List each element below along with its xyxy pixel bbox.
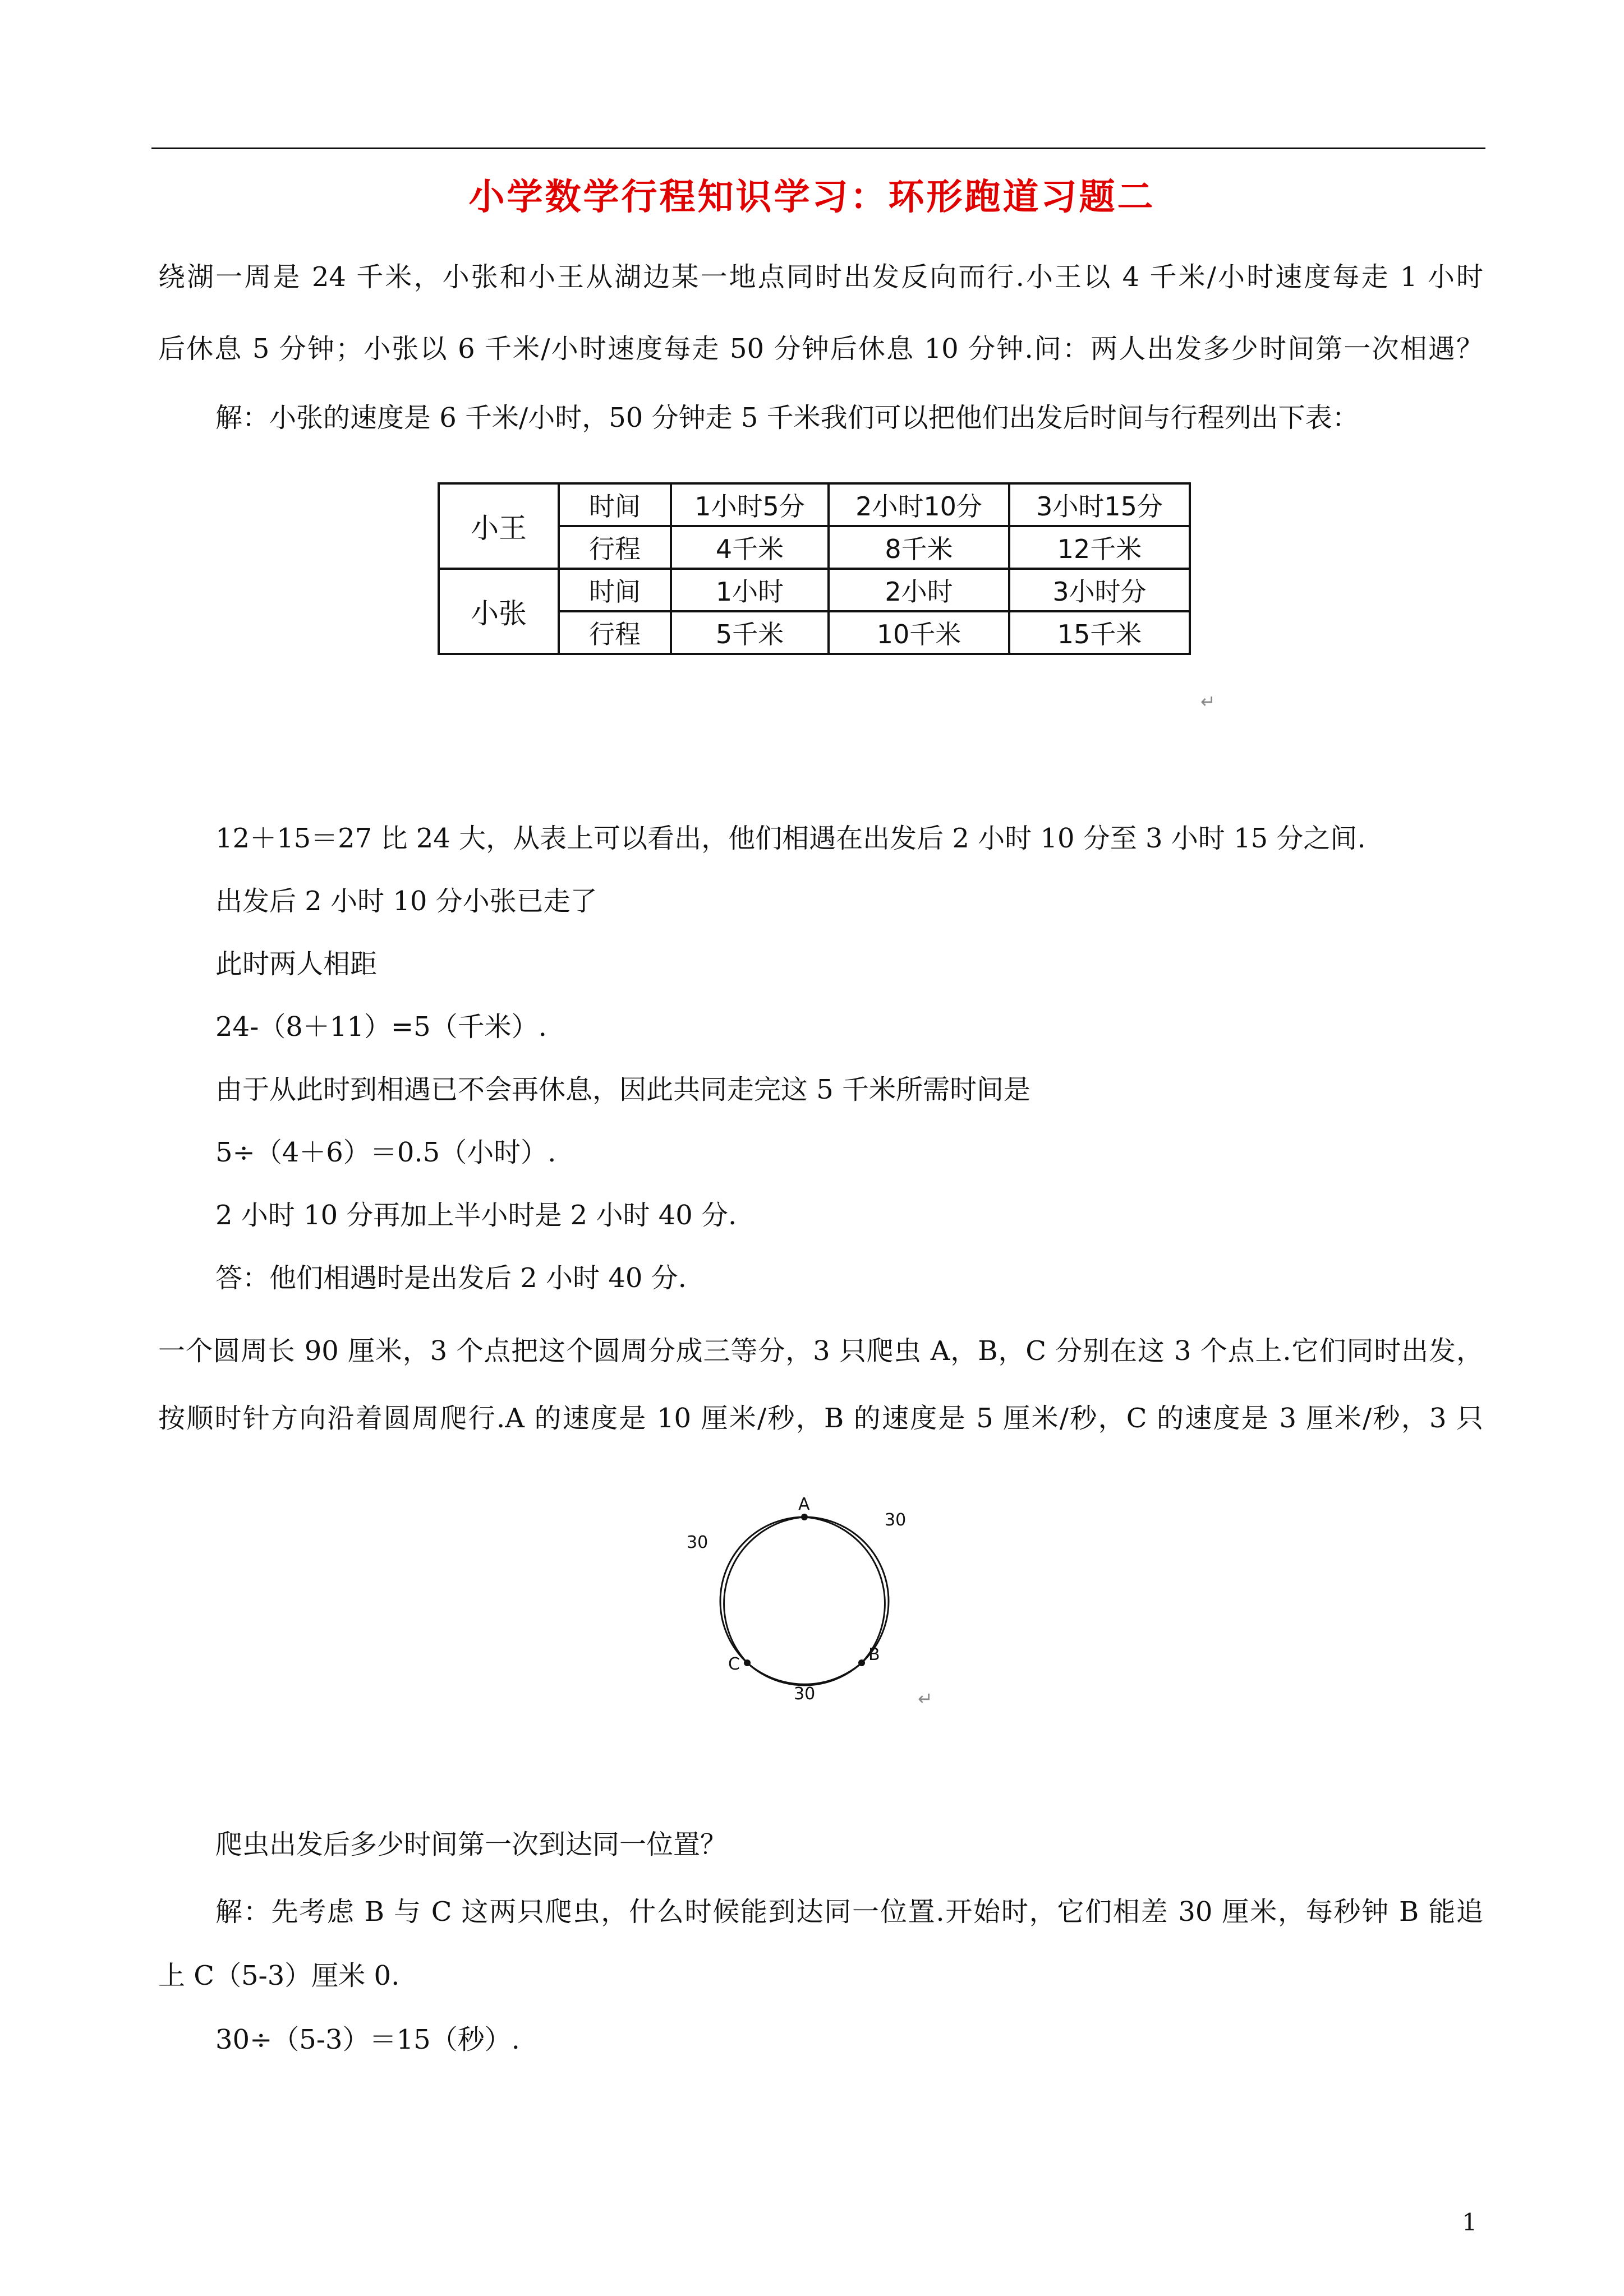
point-a-dot bbox=[801, 1514, 808, 1520]
table-row bbox=[439, 569, 1190, 611]
solution1-line: 此时两人相距 bbox=[215, 948, 378, 980]
solution2-line2: 上 C（5-3）厘米 0. bbox=[158, 1960, 400, 1991]
problem2-line2: 按顺时针方向沿着圆周爬行.A 的速度是 10 厘米/秒，B 的速度是 5 厘米/秒，C 的速度是 3 厘米/秒，3 只 bbox=[158, 1403, 1483, 1434]
table-cell: 3小时分 bbox=[1009, 569, 1190, 611]
problem1-line1: 绕湖一周是 24 千米，小张和小王从湖边某一地点同时出发反向而行.小王以 4 千米/小时速度每走 1 小时 bbox=[158, 261, 1483, 293]
arc-left bbox=[724, 1517, 804, 1663]
table-cell: 1小时 bbox=[671, 569, 829, 611]
solution1-line: 由于从此时到相遇已不会再休息，因此共同走完这 5 千米所需时间是 bbox=[215, 1074, 1031, 1105]
return-mark-icon: ↵ bbox=[918, 1688, 933, 1709]
problem2-line1: 一个圆周长 90 厘米，3 个点把这个圆周分成三等分，3 只爬虫 A，B，C 分别在这 3 个点上.它们同时出发， bbox=[158, 1335, 1483, 1367]
table-cell: 8千米 bbox=[829, 526, 1009, 569]
table-cell: 4千米 bbox=[671, 526, 829, 569]
arc-bottom-label: 30 bbox=[794, 1684, 816, 1704]
point-b-dot bbox=[858, 1659, 865, 1666]
table-cell: 3小时15分 bbox=[1009, 483, 1190, 526]
solution1-intro: 解：小张的速度是 6 千米/小时，50 分钟走 5 千米我们可以把他们出发后时间与行程列出下表： bbox=[215, 402, 1359, 434]
time-label: 时间 bbox=[559, 483, 671, 526]
xiaowang-label: 小王 bbox=[439, 483, 559, 569]
circle-figure bbox=[668, 1469, 937, 1722]
solution2-line3: 30÷（5-3）＝15（秒）. bbox=[215, 2024, 520, 2055]
table-cell: 15千米 bbox=[1009, 611, 1190, 654]
distance-label: 行程 bbox=[559, 611, 671, 654]
table-cell: 10千米 bbox=[829, 611, 1009, 654]
solution1-line: 24-（8＋11）=5（千米）. bbox=[215, 1011, 547, 1043]
solution1-line: 5÷（4＋6）＝0.5（小时）. bbox=[215, 1137, 556, 1168]
table-row bbox=[439, 483, 1190, 526]
problem1-line2: 后休息 5 分钟；小张以 6 千米/小时速度每走 50 分钟后休息 10 分钟.问：两人出发多少时间第一次相遇？ bbox=[158, 333, 1483, 365]
distance-label: 行程 bbox=[559, 526, 671, 569]
time-label: 时间 bbox=[559, 569, 671, 611]
point-c-label: C bbox=[728, 1654, 740, 1674]
table-cell: 12千米 bbox=[1009, 526, 1190, 569]
table-cell: 1小时5分 bbox=[671, 483, 829, 526]
solution2-line1: 解：先考虑 B 与 C 这两只爬虫，什么时候能到达同一位置.开始时，它们相差 30 厘米，每秒钟 B 能追 bbox=[215, 1896, 1483, 1928]
solution1-answer: 答：他们相遇时是出发后 2 小时 40 分. bbox=[215, 1262, 687, 1294]
arc-bottom bbox=[747, 1663, 862, 1684]
solution1-line: 出发后 2 小时 10 分小张已走了 bbox=[215, 886, 597, 917]
table-cell: 5千米 bbox=[671, 611, 829, 654]
solution1-line: 2 小时 10 分再加上半小时是 2 小时 40 分. bbox=[215, 1200, 737, 1231]
problem2-question: 爬虫出发后多少时间第一次到达同一位置？ bbox=[215, 1829, 728, 1860]
point-b-label: B bbox=[868, 1645, 880, 1665]
solution1-line: 12＋15＝27 比 24 大，从表上可以看出，他们相遇在出发后 2 小时 10 分至 3 小时 15 分之间. bbox=[215, 823, 1366, 854]
arc-left-label: 30 bbox=[687, 1533, 709, 1552]
table-cell: 2小时10分 bbox=[829, 483, 1009, 526]
arc-right-label: 30 bbox=[885, 1510, 907, 1530]
arc-right bbox=[804, 1517, 885, 1663]
header-rule bbox=[151, 147, 1485, 149]
page-title: 小学数学行程知识学习：环形跑道习题二 bbox=[468, 176, 1156, 218]
xiaozhang-label: 小张 bbox=[439, 569, 559, 654]
point-a-label: A bbox=[798, 1495, 810, 1514]
table-cell: 2小时 bbox=[829, 569, 1009, 611]
travel-table bbox=[438, 482, 1191, 655]
point-c-dot bbox=[744, 1659, 751, 1666]
return-mark-icon: ↵ bbox=[1200, 691, 1216, 712]
page-number: 1 bbox=[1462, 2209, 1477, 2236]
